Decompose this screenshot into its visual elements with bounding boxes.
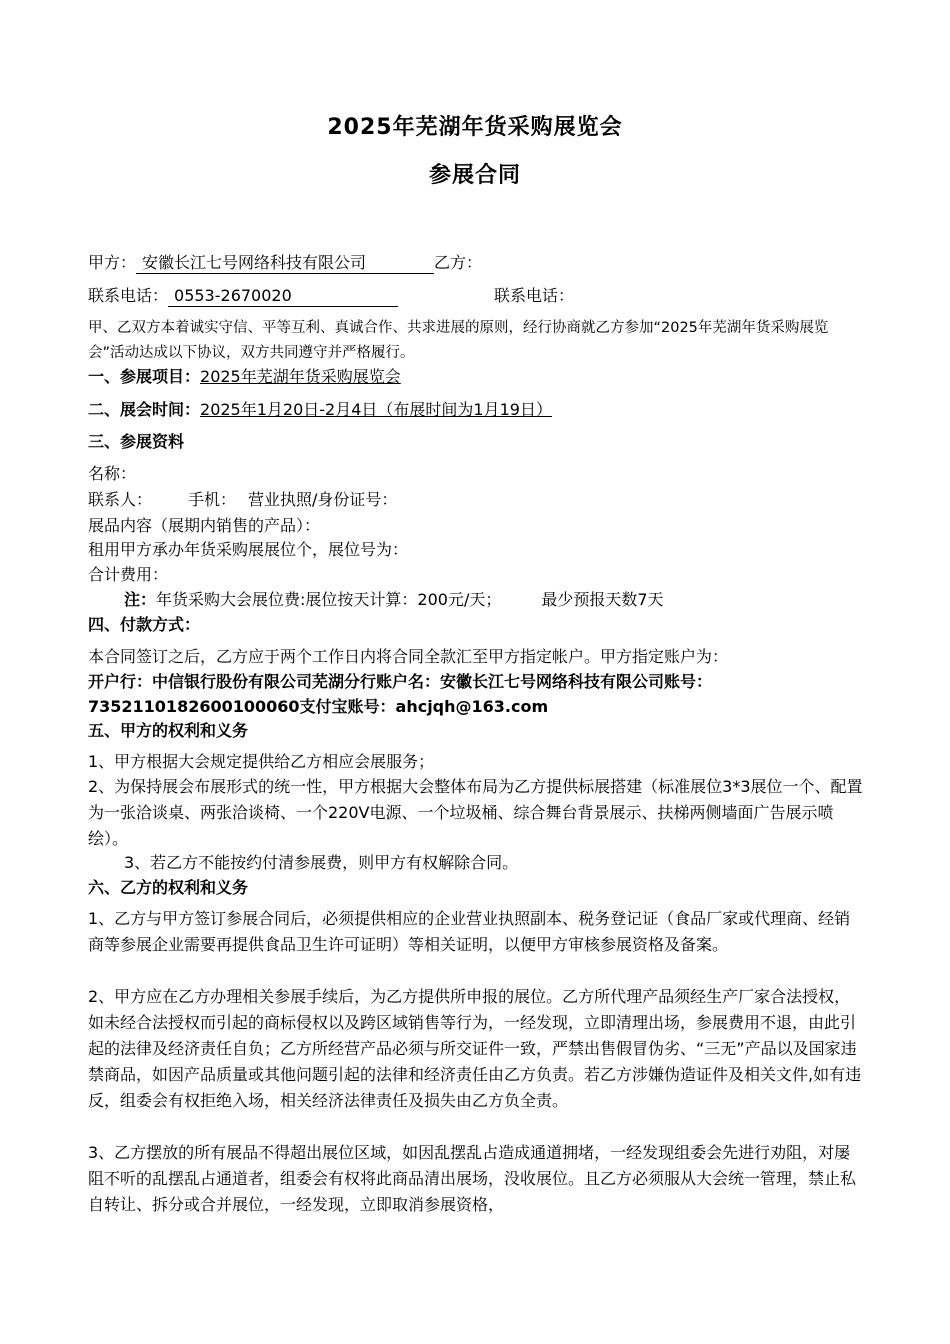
s3-license: 营业执照/身份证号： [248, 490, 398, 509]
s5-item-3: 3、若乙方不能按约付清参展费，则甲方有权解除合同。 [124, 853, 519, 872]
s3-total: 合计费用： [88, 565, 169, 584]
section-4-heading: 四、付款方式： [88, 615, 201, 634]
party-a-label: 甲方： [88, 253, 137, 272]
s6-item-3: 3、乙方摆放的所有展品不得超出展位区域，如因乱摆乱占造成通道拥堵，一经发现组委会先进行劝阻，对屡阻不听的乱摆乱占通道者，组委会有权将此商品清出展场，没收展位。且乙方必须服从大会统一管理，禁止私自转让、拆分或合并展位，一经发现，立即取消参展资格， [88, 1143, 857, 1214]
s3-note-text: 年货采购大会展位费:展位按天计算：200元/天； [156, 590, 502, 609]
s4-bank-line-1: 开户行：中信银行股份有限公司芜湖分行账户名：安徽长江七号网络科技有限公司账号： [88, 672, 713, 691]
phone-b-label: 联系电话： [494, 286, 575, 305]
s5-item-2: 2、为保持展会布展形式的统一性，甲方根据大会整体布局为乙方提供标展搭建（标准展位3*3展位一个、配置为一张洽谈桌、两张洽谈椅、一个220V电源、一个垃圾桶、综合舞台背景展示、扶梯两侧墙面广告展示喷绘）。 [88, 777, 863, 848]
s6-item-1: 1、乙方与甲方签订参展合同后，必须提供相应的企业营业执照副本、税务登记证（食品厂家或代理商、经销商等参展企业需要再提供食品卫生许可证明）等相关证明，以便甲方审核参展资格及备案。 [88, 909, 851, 954]
party-a-value: 安徽长江七号网络科技有限公司 [136, 253, 434, 274]
party-b-label: 乙方： [434, 253, 483, 272]
s3-phone: 手机： [188, 490, 237, 509]
phone-a-label: 联系电话： [88, 286, 169, 305]
s4-bank-line-2: 7352110182600100060支付宝账号：ahcjqh@163.com [88, 697, 549, 716]
section-3-heading: 三、参展资料 [88, 432, 185, 451]
s3-name: 名称： [88, 464, 137, 483]
section-6-heading: 六、乙方的权利和义务 [88, 878, 249, 897]
section-2-label: 二、展会时间： [88, 400, 201, 419]
s3-note-line [124, 589, 664, 611]
s5-item-1: 1、甲方根据大会规定提供给乙方相应会展服务； [88, 752, 435, 771]
section-1-value: 2025年芜湖年货采购展览会 [200, 367, 401, 386]
s3-contact-line [88, 489, 397, 511]
phone-line [88, 285, 574, 307]
section-1-label: 一、参展项目： [88, 367, 201, 386]
section-2 [88, 399, 552, 421]
s3-note-min: 最少预报天数7天 [541, 590, 664, 609]
document-subtitle: 参展合同 [428, 163, 521, 188]
phone-a-value: 0553-2670020 [168, 286, 398, 307]
party-line [88, 252, 482, 274]
intro-paragraph: 甲、乙双方本着诚实守信、平等互利、真诚合作、共求进展的原则，经行协商就乙方参加“2025年芜湖年货采购展览会”活动达成以下协议，双方共同遵守并严格履行。 [88, 320, 829, 361]
s3-contact: 联系人： [88, 490, 153, 509]
s6-item-2: 2、甲方应在乙方办理相关参展手续后，为乙方提供所申报的展位。乙方所代理产品须经生产厂家合法授权，如未经合法授权而引起的商标侵权以及跨区域销售等行为，一经发现，立即清理出场，参展费用不退，由此引起的法律及经济责任自负；乙方所经营产品必须与所交证件一致，严禁出售假冒伪劣、“三无”产品以及国家违禁商品，如因产品质量或其他问题引起的法律和经济责任由乙方负责。若乙方涉嫌伪造证件及相关文件,如有违反，组委会有权拒绝入场，相关经济法律责任及损失由乙方负全责。 [88, 987, 862, 1110]
s3-note-label: 注： [124, 590, 157, 609]
section-2-value: 2025年1月20日-2月4日（布展时间为1月19日） [200, 400, 552, 419]
s4-text: 本合同签订之后，乙方应于两个工作日内将合同全款汇至甲方指定帐户。甲方指定账户为： [88, 647, 729, 666]
document-title: 2025年芜湖年货采购展览会 [327, 115, 623, 140]
section-1 [88, 366, 401, 388]
section-5-heading: 五、甲方的权利和义务 [88, 721, 249, 740]
s3-booth: 租用甲方承办年货采购展展位个，展位号为： [88, 540, 409, 559]
s3-content: 展品内容（展期内销售的产品）： [88, 516, 321, 535]
